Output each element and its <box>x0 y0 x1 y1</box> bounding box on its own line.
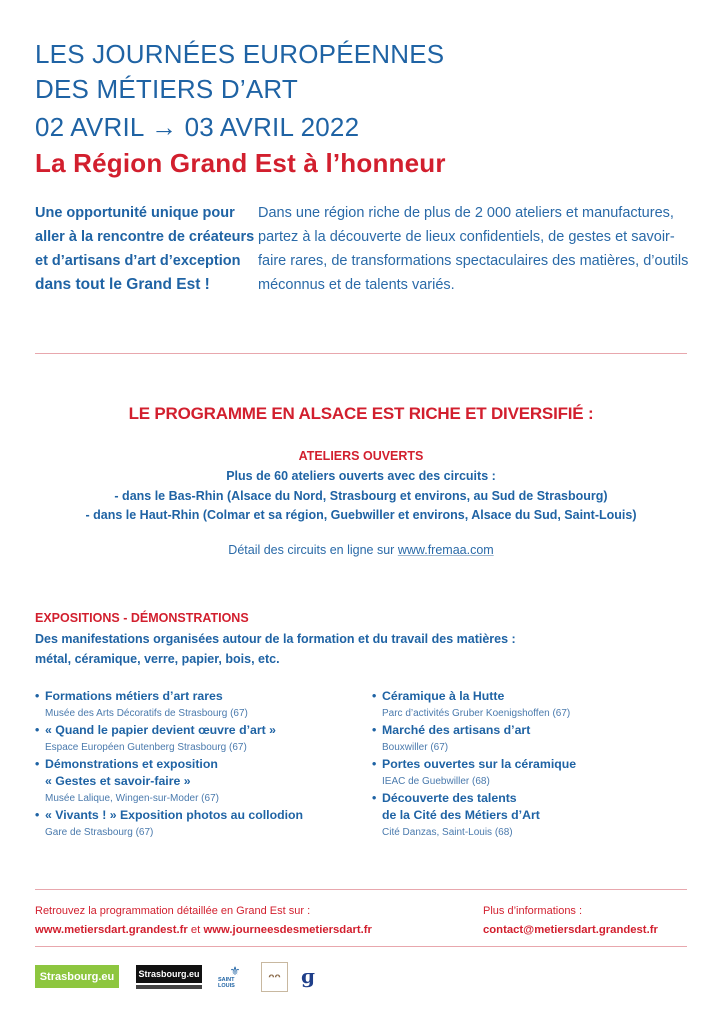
logo-text: Strasbourg.eu <box>138 969 200 979</box>
item-title: Portes ouvertes sur la céramique <box>382 757 577 771</box>
musees-logo <box>261 962 288 992</box>
arch-icon: ᴖᴖ <box>268 971 281 983</box>
list-item <box>35 722 355 756</box>
title-line-1: LES JOURNÉES EUROPÉENNES <box>35 39 445 69</box>
programme-title: LE PROGRAMME EN ALSACE EST RICHE ET DIVERSIFIÉ : <box>128 404 594 423</box>
item-title: Découverte des talents <box>382 791 517 805</box>
item-place: Musée des Arts Décoratifs de Strasbourg (67) <box>45 708 248 719</box>
item-title: « Quand le papier devient œuvre d’art » <box>45 723 276 737</box>
bullet-icon: • <box>372 791 377 805</box>
item-place: Musée Lalique, Wingen-sur-Moder (67) <box>45 793 219 804</box>
item-place: Bouxwiller (67) <box>382 742 449 753</box>
item-title: « Vivants ! » Exposition photos au collodion <box>45 808 304 822</box>
intro-left <box>35 201 255 297</box>
bullet-icon: • <box>35 689 40 703</box>
divider-footer-top <box>35 889 687 890</box>
ateliers-line-1: Plus de 60 ateliers ouverts avec des circuits : <box>226 469 496 483</box>
list-item <box>372 790 692 841</box>
bullet-icon: • <box>372 689 377 703</box>
g-icon: ɡ <box>301 964 315 988</box>
item-place: IEAC de Guebwiller (68) <box>382 776 490 787</box>
fleur-de-lis-icon: ⚜ <box>229 964 241 978</box>
expo-list-left <box>35 688 355 841</box>
ateliers-title: ATELIERS OUVERTS <box>298 449 424 463</box>
divider-footer-bottom <box>35 946 687 947</box>
intro-right: Dans une région riche de plus de 2 000 ateliers et manufactures, partez à la découverte de lieux confidentiels, de gestes et savoir-faire rares, de transformations spectaculaires des matières, d’outils méconnus et de talents variés. <box>258 205 689 293</box>
footer-left <box>35 902 372 940</box>
intro-left-text: Une opportunité unique pour aller à la rencontre de créateurs et d’artisans d’art d’exception <box>35 205 255 269</box>
item-place: Parc d’activités Gruber Koenigshoffen (67) <box>382 708 571 719</box>
footer-left-label: Retrouvez la programmation détaillée en Grand Est sur : <box>35 905 311 917</box>
title-line-2: DES MÉTIERS D’ART <box>35 74 298 104</box>
expositions-description-line-1: Des manifestations organisées autour de la formation et du travail des matières : <box>35 632 516 646</box>
subtitle: La Région Grand Est à l’honneur <box>35 148 446 178</box>
divider-top <box>35 353 687 354</box>
bullet-icon: • <box>35 757 40 771</box>
item-title: Formations métiers d’art rares <box>45 689 223 703</box>
detail-line <box>0 543 722 557</box>
bullet-icon: • <box>372 723 377 737</box>
event-dates: 02 AVRIL → 03 AVRIL 2022 <box>35 112 360 142</box>
logo-text: Strasbourg.eu <box>39 970 115 983</box>
bullet-icon: • <box>35 808 40 822</box>
list-item <box>35 756 355 807</box>
expositions-title: EXPOSITIONS - DÉMONSTRATIONS <box>35 611 249 625</box>
bullet-icon: • <box>35 723 40 737</box>
list-item <box>35 807 355 841</box>
detail-prefix: Détail des circuits en ligne sur <box>228 543 398 557</box>
item-title: Céramique à la Hutte <box>382 689 505 703</box>
list-item <box>372 688 692 722</box>
list-item <box>372 756 692 790</box>
ateliers-line-2: - dans le Bas-Rhin (Alsace du Nord, Strasbourg et environs, au Sud de Strasbourg) <box>114 489 608 503</box>
footer-right <box>483 902 658 940</box>
expositions-description <box>35 629 655 669</box>
link-separator: et <box>187 924 204 936</box>
list-item <box>372 722 692 756</box>
item-title: Démonstrations et exposition <box>45 757 218 771</box>
bullet-icon: • <box>372 757 377 771</box>
grandest-link[interactable]: www.metiersdart.grandest.fr <box>35 924 188 936</box>
strasbourg-eu-green-logo <box>35 965 119 988</box>
ateliers-line-3: - dans le Haut-Rhin (Colmar et sa région, Guebwiller et environs, Alsace du Sud, Saint-Louis) <box>85 508 637 522</box>
item-place: Espace Européen Gutenberg Strasbourg (67) <box>45 742 247 753</box>
logo-text: SAINT LOUIS <box>218 977 235 989</box>
saint-louis-logo <box>218 963 252 991</box>
item-title: Marché des artisans d’art <box>382 723 531 737</box>
item-title-line-2: « Gestes et savoir-faire » <box>45 774 191 788</box>
item-place: Gare de Strasbourg (67) <box>45 827 154 838</box>
footer-right-label: Plus d’informations : <box>483 905 583 917</box>
intro-left-emphasis: dans tout le Grand Est ! <box>35 276 210 293</box>
expo-list-right <box>372 688 692 841</box>
fremaa-link[interactable]: www.fremaa.com <box>397 543 494 557</box>
g-logo <box>300 962 316 990</box>
expositions-description-line-2: métal, céramique, verre, papier, bois, etc. <box>35 652 280 666</box>
strasbourg-eu-black-logo <box>136 965 202 983</box>
strasbourg-musees-bar <box>136 985 202 989</box>
list-item <box>35 688 355 722</box>
journees-link[interactable]: www.journeesdesmetiersdart.fr <box>203 924 372 936</box>
item-place: Cité Danzas, Saint-Louis (68) <box>382 827 513 838</box>
contact-email-link[interactable]: contact@metiersdart.grandest.fr <box>483 924 658 936</box>
item-title-line-2: de la Cité des Métiers d’Art <box>382 808 540 822</box>
